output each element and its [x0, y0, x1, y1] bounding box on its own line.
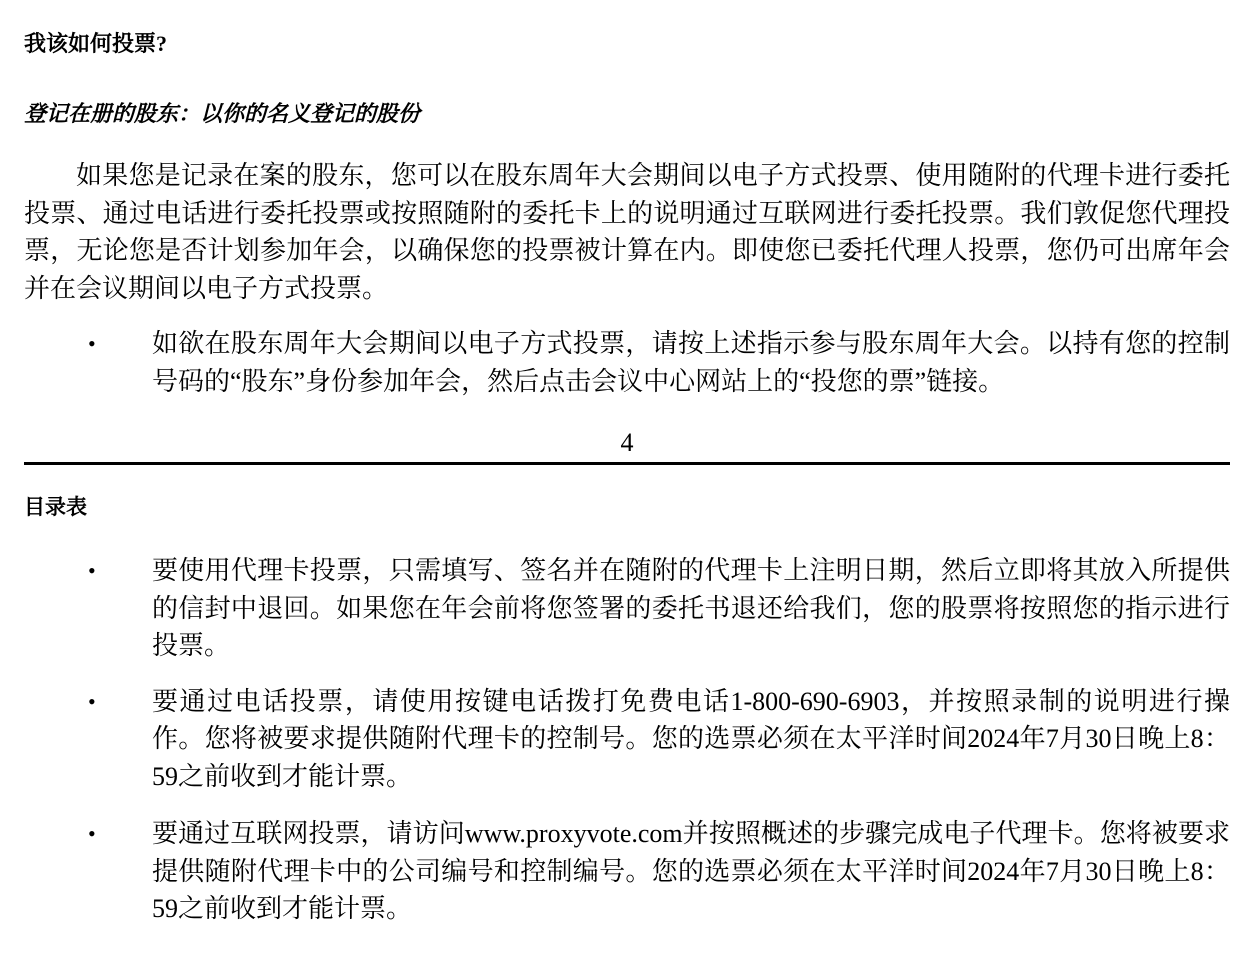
list-item-vote-by-phone — [88, 683, 1230, 796]
bullet-icon: • — [88, 821, 96, 846]
intro-paragraph: 如果您是记录在案的股东，您可以在股东周年大会期间以电子方式投票、使用随附的代理卡进行委托投票、通过电话进行委托投票或按照随附的委托卡上的说明通过互联网进行委托投票。我们敦促您代理投票，无论您是否计划参加年会，以确保您的投票被计算在内。即使您已委托代理人投票，您仍可出席年会并在会议期间以电子方式投票。 — [24, 161, 1230, 303]
how-do-i-vote-heading: 我该如何投票? — [24, 31, 168, 56]
list-item-proxy-card — [88, 552, 1230, 665]
list-item-vote-by-internet — [88, 815, 1230, 928]
toc-heading: 目录表 — [24, 495, 87, 519]
document-page — [0, 32, 1254, 964]
list-item-vote-online — [88, 325, 1230, 400]
bullet-icon: • — [88, 331, 96, 356]
page-number: 4 — [620, 428, 634, 457]
bullet-icon: • — [88, 688, 96, 714]
list-item-text: 要通过电话投票，请使用按键电话拨打免费电话1-800-690-6903，并按照录制的说明进行操作。您将被要求提供随附代理卡的控制号。您的选票必须在太平洋时间2024年7月30日晚上8：59之前收到才能计票。 — [152, 686, 1230, 791]
registered-shareholder-heading: 登记在册的股东：以你的名义登记的股份 — [24, 101, 421, 126]
page-divider — [24, 462, 1230, 465]
list-item-text: 要使用代理卡投票，只需填写、签名并在随附的代理卡上注明日期，然后立即将其放入所提供的信封中退回。如果您在年会前将您签署的委托书退还给我们，您的股票将按照您的指示进行投票。 — [152, 556, 1230, 660]
list-item-text: 如欲在股东周年大会期间以电子方式投票，请按上述指示参与股东周年大会。以持有您的控制号码的“股东”身份参加年会，然后点击会议中心网站上的“投您的票”链接。 — [152, 329, 1230, 396]
list-item-text: 要通过互联网投票，请访问www.proxyvote.com并按照概述的步骤完成电子代理卡。您将被要求提供随附代理卡中的公司编号和控制编号。您的选票必须在太平洋时间2024年7月30日晚上8：59之前收到才能计票。 — [152, 819, 1230, 923]
bullet-icon: • — [88, 558, 96, 583]
watermark-text: LONGPORT — [1046, 918, 1232, 951]
